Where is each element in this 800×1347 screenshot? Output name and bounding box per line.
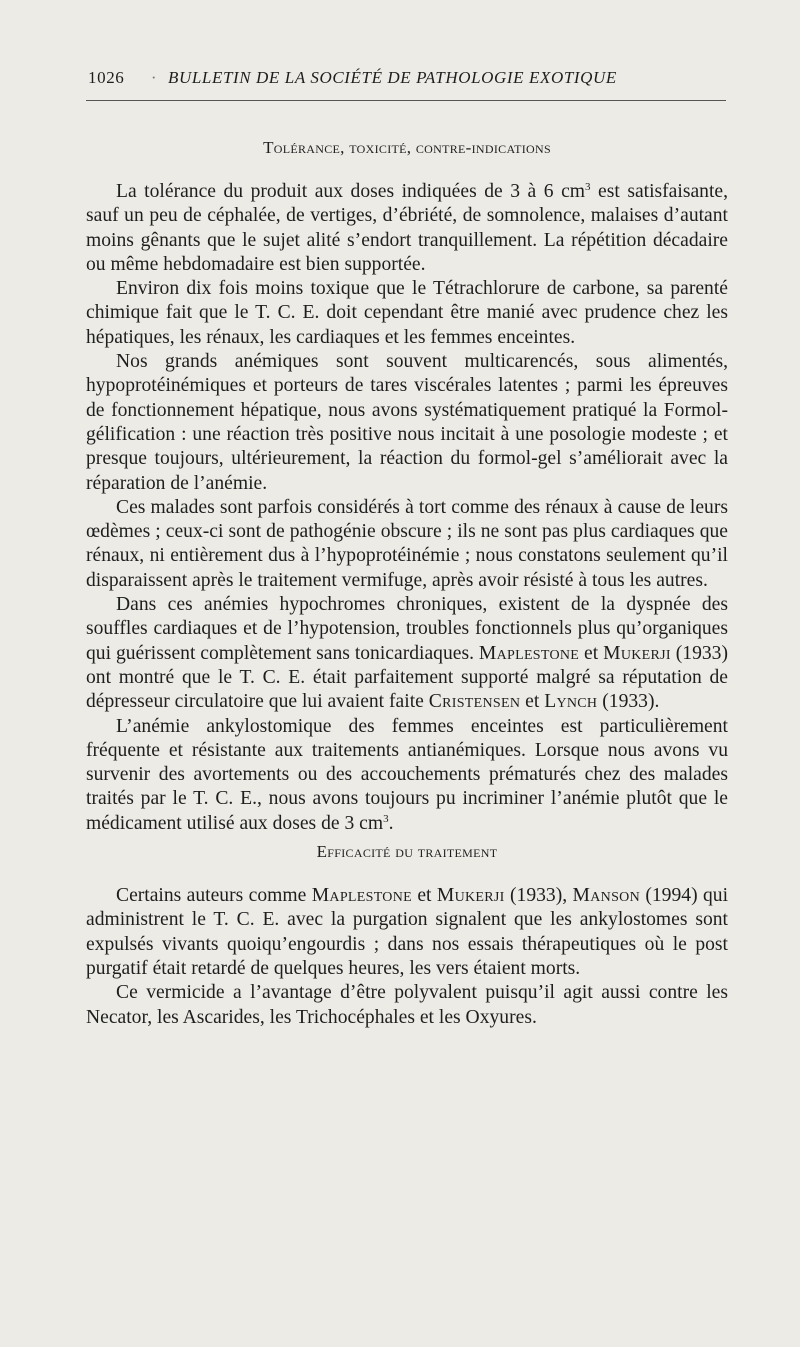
author-name: Manson	[572, 885, 640, 907]
superscript: 3	[383, 812, 389, 825]
paragraph: La tolérance du produit aux doses indiquées de 3 à 6 $cm^3$ est satisfaisante, sauf un peu de céphalée, de vertiges, d’ébriété, de somnolence, malaises d’autant moins gênants que le sujet alité s’endort tranquillement. La répétition décadaire ou même hebdomadaire est bien supportée.	[86, 181, 728, 275]
author-name: Lynch	[544, 691, 598, 713]
paragraph: Ce vermicide a l’avantage d’être polyvalent puisqu’il agit aussi contre les Necator, les Ascarides, les Trichocéphales et les Oxyures.	[86, 982, 728, 1028]
page-body	[86, 130, 728, 1030]
superscript: 3	[585, 181, 591, 193]
author-name: Mukerji	[603, 642, 671, 664]
journal-title: BULLETIN DE LA SOCIÉTÉ DE PATHOLOGIE EXOTIQUE	[168, 68, 617, 87]
running-header	[88, 68, 726, 88]
author-name: Maplestone	[478, 642, 580, 664]
paragraph: L’anémie ankylostomique des femmes enceintes est particulièrement fréquente et résistante aux traitements antianémiques. Lorsque nous avons vu survenir des avortements ou des accouchements prématurés chez des malades traités par le T. C. E., nous avons toujours pu incriminer l’anémie plutôt que le médicament utilisé aux doses de 3 $cm^3$.	[86, 715, 728, 834]
paragraph: Certains auteurs comme Maplestone et Mukerji (1933), Manson (1994) qui administrent le T. C. E. avec la purgation signalent que les ankylostomes sont expulsés vivants quoiqu’engourdis ; dans nos essais thérapeutiques où le post purgatif était retardé de quelques heures, les vers étaient morts.	[86, 885, 729, 979]
section-heading-tolerance: Tolérance, toxicité, contre-indications	[263, 138, 551, 157]
paragraph: Ces malades sont parfois considérés à tort comme des rénaux à cause de leurs œdèmes ; ceux-ci sont de pathogénie obscure ; ils ne sont pas plus cardiaques que rénaux, ni entièrement dus à l’hypoprotéinémie ; nous constatons seulement qu’il disparaissent après le traitement vermifuge, après avoir résisté à tous les autres.	[86, 496, 728, 591]
header-rule	[86, 100, 726, 101]
paragraph: Nos grands anémiques sont souvent multicarencés, sous alimentés, hypoprotéinémiques et porteurs de tares viscérales latentes ; parmi les épreuves de fonctionnement hépatique, nous avons systématiquement pratiqué la Formol-gélification : une réaction très positive nous incitait à une posologie modeste ; et presque toujours, ultérieurement, la réaction du formol-gel s’améliorait avec la réparation de l’anémie.	[86, 351, 728, 494]
section-heading-efficacy: Efficacité du traitement	[316, 842, 498, 862]
paragraph: Environ dix fois moins toxique que le Tétrachlorure de carbone, sa parenté chimique fait que le T. C. E. doit cependant être manié avec prudence chez les hépatiques, les rénaux, les cardiaques et les femmes enceintes.	[86, 278, 728, 348]
author-name: Mukerji	[436, 885, 505, 907]
header-separator: ·	[150, 68, 158, 87]
author-name: Cristensen	[428, 691, 521, 713]
page-number: 1026	[88, 68, 125, 87]
paragraph: Dans ces anémies hypochromes chroniques, existent de la dyspnée des souffles cardiaques et de l’hypotension, troubles fonctionnels plus qu’organiques qui guérissent complètement sans tonicardiaques. Maplestone et Mukerji (1933) ont montré que le T. C. E. était parfaitement supporté malgré sa réputation de dépresseur circulatoire que lui avaient faite Cristensen et Lynch (1933).	[86, 594, 728, 713]
author-name: Maplestone	[311, 885, 412, 907]
